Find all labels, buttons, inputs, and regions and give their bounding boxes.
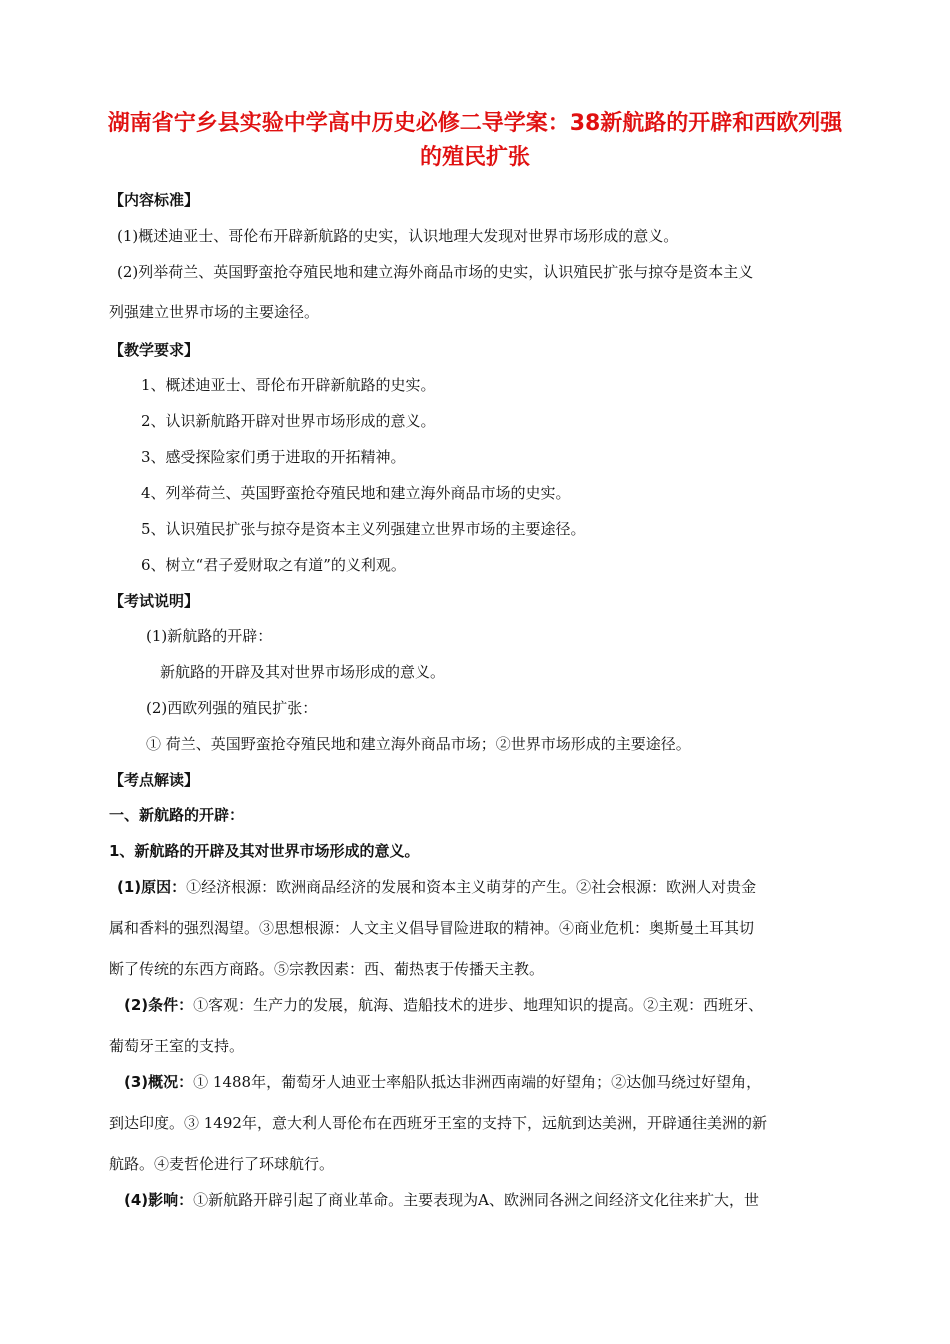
page-title: 湖南省宁乡县实验中学高中历史必修二导学案：38新航路的开辟和西欧列强的殖民扩张 bbox=[107, 111, 843, 170]
teaching-item: 5、认识殖民扩张与掠夺是资本主义列强建立世界市场的主要途径。 bbox=[141, 520, 586, 538]
condition-label: (2)条件： bbox=[124, 996, 194, 1014]
overview-line-3: 航路。④麦哲伦进行了环球航行。 bbox=[109, 1155, 335, 1173]
cause-label: (1)原因： bbox=[117, 878, 187, 896]
heading-key-points: 【考点解读】 bbox=[109, 771, 200, 789]
cause-text-1: ①经济根源：欧洲商品经济的发展和资本主义萌芽的产生。②社会根源：欧洲人对贵金 bbox=[186, 878, 757, 896]
teaching-item: 4、列举荷兰、英国野蛮抢夺殖民地和建立海外商品市场的史实。 bbox=[141, 484, 571, 502]
condition-line-1 bbox=[124, 995, 859, 1015]
cause-line-2: 属和香料的强烈渴望。③思想根源：人文主义倡导冒险进取的精神。④商业危机：奥斯曼土耳其切 bbox=[109, 919, 755, 937]
standard-item-1: (1)概述迪亚士、哥伦布开辟新航路的史实，认识地理大发现对世界市场形成的意义。 bbox=[117, 227, 679, 245]
effect-label: (4)影响： bbox=[124, 1191, 194, 1209]
exam-line-1: (1)新航路的开辟： bbox=[146, 627, 273, 645]
effect-text-1: ①新航路开辟引起了商业革命。主要表现为A、欧洲同各洲之间经济文化往来扩大，世 bbox=[193, 1191, 759, 1209]
exam-line-2: 新航路的开辟及其对世界市场形成的意义。 bbox=[160, 663, 446, 681]
teaching-item: 6、树立“君子爱财取之有道”的义利观。 bbox=[141, 556, 406, 574]
heading-content-standard: 【内容标准】 bbox=[109, 191, 200, 209]
condition-line-2: 葡萄牙王室的支持。 bbox=[109, 1037, 245, 1055]
cause-line-1 bbox=[117, 877, 852, 897]
overview-label: (3)概况： bbox=[124, 1073, 194, 1091]
exam-line-4: ① 荷兰、英国野蛮抢夺殖民地和建立海外商品市场；②世界市场形成的主要途径。 bbox=[146, 735, 691, 753]
subheading-significance: 1、新航路的开辟及其对世界市场形成的意义。 bbox=[109, 842, 420, 860]
teaching-item: 3、感受探险家们勇于进取的开拓精神。 bbox=[141, 448, 406, 466]
heading-exam-description: 【考试说明】 bbox=[109, 592, 200, 610]
effect-line-1 bbox=[124, 1190, 859, 1210]
cause-line-3: 断了传统的东西方商路。⑤宗教因素：西、葡热衷于传播天主教。 bbox=[109, 960, 545, 978]
overview-line-1 bbox=[124, 1072, 859, 1092]
overview-line-2: 到达印度。③ 1492年，意大利人哥伦布在西班牙王室的支持下，远航到达美洲，开辟通往美洲的新 bbox=[109, 1114, 767, 1132]
overview-text-1: ① 1488年，葡萄牙人迪亚士率船队抵达非洲西南端的好望角；②达伽马绕过好望角， bbox=[193, 1073, 762, 1091]
standard-item-2-line-2: 列强建立世界市场的主要途径。 bbox=[109, 303, 320, 321]
condition-text-1: ①客观：生产力的发展，航海、造船技术的进步、地理知识的提高。②主观：西班牙、 bbox=[193, 996, 764, 1014]
teaching-item: 2、认识新航路开辟对世界市场形成的意义。 bbox=[141, 412, 436, 430]
exam-line-3: (2)西欧列强的殖民扩张： bbox=[146, 699, 318, 717]
subheading-new-routes: 一、新航路的开辟： bbox=[109, 806, 245, 824]
heading-teaching-requirements: 【教学要求】 bbox=[109, 341, 200, 359]
standard-item-2-line-1: (2)列举荷兰、英国野蛮抢夺殖民地和建立海外商品市场的史实，认识殖民扩张与掠夺是资本主义 bbox=[117, 263, 754, 281]
teaching-item: 1、概述迪亚士、哥伦布开辟新航路的史实。 bbox=[141, 376, 436, 394]
